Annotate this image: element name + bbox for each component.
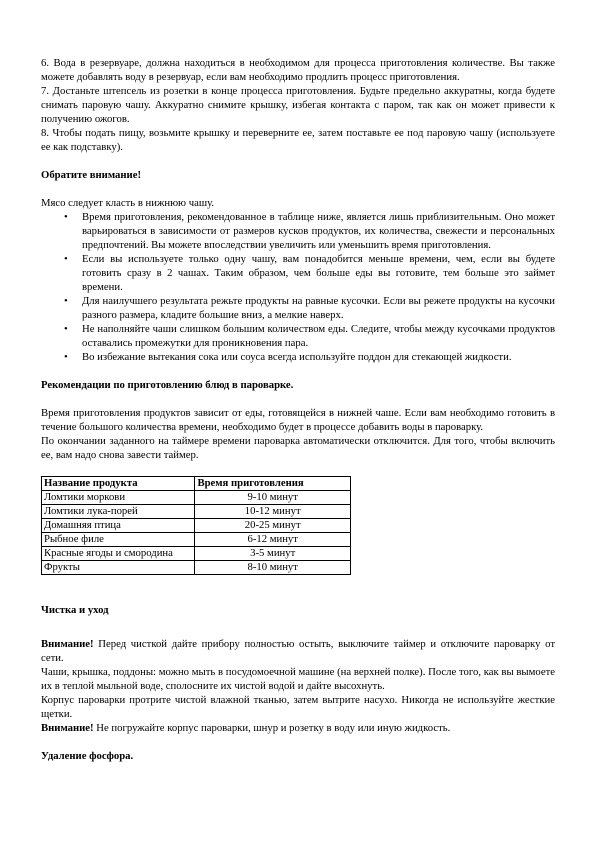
- list-item: • Время приготовления, рекомендованное в таблице ниже, является лишь приблизительным. Оно может варьироваться в зависимости от размеров кусков продуктов, их количества, свежести и персональных предпочтений. Вы можете впоследствии увеличить или уменьшить время приготовления.: [41, 210, 555, 252]
- header-time: Время приготовления: [195, 477, 351, 491]
- product-cell: Ломтики моркови: [42, 491, 195, 505]
- list-item: • Если вы используете только одну чашу, вам понадобится меньше времени, чем, если вы будете готовить сразу в 2 чашах. Таким образом, чем больше еды вы готовите, тем больше это займет времени.: [41, 252, 555, 294]
- product-cell: Красные ягоды и смородина: [42, 547, 195, 561]
- recommendations-heading: Рекомендации по приготовлению блюд в пароварке.: [41, 379, 294, 391]
- list-item: • Во избежание вытекания сока или соуса всегда используйте поддон для стекающей жидкости.: [41, 350, 555, 364]
- recommendations-paragraph-2: По окончании заданного на таймере времени пароварка автоматически отключится. Для того, чтобы включить ее, вам надо снова завести таймер.: [41, 435, 555, 461]
- time-cell: 9-10 минут: [195, 491, 351, 505]
- time-cell: 6-12 минут: [195, 533, 351, 547]
- cleaning-warning: [41, 637, 555, 665]
- table-row: [42, 519, 351, 533]
- list-item: • Не наполняйте чаши слишком большим количеством еды. Следите, чтобы между кусочками продуктов оставались промежутки для проникновения пара.: [41, 322, 555, 350]
- cleaning-bowls: Чаши, крышка, поддоны: можно мыть в посудомоечной машине (на верхней полке). После того, как вы вымоете их в теплой мыльной воде, сполосните их чистой водой и дайте высохнуть.: [41, 666, 555, 692]
- warning-text: Перед чисткой дайте прибору полностью остыть, выключите таймер и отключите пароварку от сети.: [41, 638, 555, 664]
- phosphor-heading: Удаление фосфора.: [41, 750, 134, 762]
- product-cell: Рыбное филе: [42, 533, 195, 547]
- product-cell: Ломтики лука-порей: [42, 505, 195, 519]
- attention-heading: Обратите внимание!: [41, 169, 141, 181]
- product-cell: Фрукты: [42, 561, 195, 575]
- table-row: [42, 491, 351, 505]
- attention-list: [41, 210, 555, 364]
- cleaning-warning-2: [41, 721, 555, 735]
- time-cell: 20-25 минут: [195, 519, 351, 533]
- table-header-row: [42, 477, 351, 491]
- cleaning-body: Корпус пароварки протрите чистой влажной тканью, затем вытрите насухо. Никогда не используйте жесткие щетки.: [41, 694, 555, 720]
- cleaning-heading: Чистка и уход: [41, 604, 109, 616]
- time-cell: 3-5 минут: [195, 547, 351, 561]
- header-product: Название продукта: [42, 477, 195, 491]
- product-cell: Домашняя птица: [42, 519, 195, 533]
- time-cell: 8-10 минут: [195, 561, 351, 575]
- time-cell: 10-12 минут: [195, 505, 351, 519]
- table-row: [42, 561, 351, 575]
- table-row: [42, 505, 351, 519]
- step-7: 7. Достаньте штепсель из розетки в конце процесса приготовления. Будьте предельно аккуратны, когда будете снимать паровую чашу. Аккуратно снимите крышку, избегая контакта с паром, так как он может привести к получению ожогов.: [41, 85, 555, 125]
- warning-text: Не погружайте корпус пароварки, шнур и розетку в воду или иную жидкость.: [93, 722, 451, 734]
- step-6: 6. Вода в резервуаре, должна находиться в необходимом для процесса приготовления количестве. Вы также можете добавлять воду в резервуар, если вам необходимо продлить процесс приготовления.: [41, 57, 555, 83]
- warning-label: Внимание!: [41, 638, 94, 650]
- warning-label: Внимание!: [41, 722, 94, 734]
- cooking-time-table: [41, 476, 351, 575]
- recommendations-paragraph-1: Время приготовления продуктов зависит от еды, готовящейся в нижней чаше. Если вам необходимо готовить в течение большого количества времени, необходимо будет в процессе добавить воды в пароварку.: [41, 407, 555, 433]
- attention-intro: Мясо следует класть в нижнюю чашу.: [41, 197, 215, 209]
- table-row: [42, 533, 351, 547]
- list-item: • Для наилучшего результата режьте продукты на равные кусочки. Если вы режете продукты на кусочки разного размера, кладите большие вниз, а мелкие наверх.: [41, 294, 555, 322]
- step-8: 8. Чтобы подать пищу, возьмите крышку и переверните ее, затем поставьте ее под паровую чашу (используете ее как подставку).: [41, 127, 555, 153]
- document-page: [41, 56, 555, 763]
- table-row: [42, 547, 351, 561]
